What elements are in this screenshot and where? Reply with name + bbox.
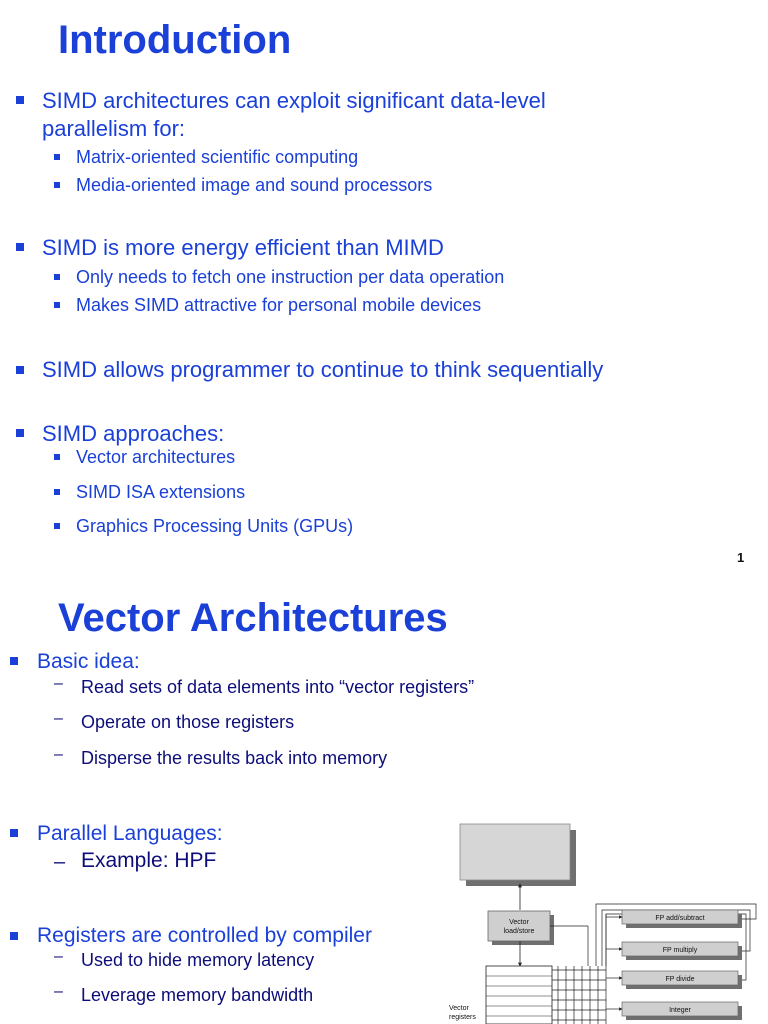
slide1-bullet1-cont: parallelism for: — [42, 116, 186, 141]
slide1-bullet1-sub2: Media-oriented image and sound processors — [76, 175, 433, 195]
bullet-square — [16, 366, 24, 374]
bullet-square — [10, 657, 18, 665]
vr-label-line2: registers — [449, 1014, 476, 1021]
sub-bullet-square — [54, 274, 60, 280]
slide2-bullet1-sub1: Read sets of data elements into “vector registers” — [81, 677, 475, 697]
bullet-square — [16, 429, 24, 437]
slide2-bullet1: Basic idea: — [37, 650, 140, 673]
slide1-bullet2-sub1: Only needs to fetch one instruction per data operation — [76, 267, 505, 287]
sub-bullet-square — [54, 302, 60, 308]
vector-load-store-block — [488, 911, 554, 945]
slide1-bullet2: SIMD is more energy efficient than MIMD — [42, 235, 444, 260]
vector-registers-block — [449, 966, 552, 1024]
slide2-bullet3-sub2: Leverage memory bandwidth — [81, 985, 314, 1005]
fu-fp-add-subtract — [622, 910, 742, 928]
bullet-square — [10, 829, 18, 837]
dash-marker: – — [54, 746, 63, 763]
slide1-bullet2-sub2: Makes SIMD attractive for personal mobile devices — [76, 295, 482, 315]
main-memory-block — [460, 824, 576, 886]
sub-bullet-square — [54, 489, 60, 495]
slide1-bullet4: SIMD approaches: — [42, 421, 225, 446]
slide1-bullet4-sub2: SIMD ISA extensions — [76, 482, 246, 502]
sub-bullet-square — [54, 182, 60, 188]
fu-integer — [622, 1002, 742, 1020]
sub-bullet-square — [54, 454, 60, 460]
svg-text:FP add/subtract: FP add/subtract — [655, 915, 705, 922]
sub-bullet-square — [54, 523, 60, 529]
fu-fp-multiply — [622, 942, 742, 960]
bullet-square — [16, 243, 24, 251]
slide2-bullet2: Parallel Languages: — [37, 822, 223, 845]
slide1-bullet3: SIMD allows programmer to continue to think sequentially — [42, 357, 604, 382]
slide1-bullet4-sub3: Graphics Processing Units (GPUs) — [76, 516, 354, 536]
fu-fp-divide — [622, 971, 742, 989]
dash-marker: – — [54, 675, 63, 692]
slide1-bullet1: SIMD architectures can exploit significant data-level — [42, 88, 546, 113]
slide1-title: Introduction — [58, 18, 292, 62]
dash-marker: – — [54, 948, 63, 965]
vls-label-line2: load/store — [503, 928, 535, 935]
bullet-square — [16, 96, 24, 104]
vls-label-line1: Vector — [509, 919, 529, 926]
dash-marker: – — [54, 851, 66, 873]
svg-text:FP multiply: FP multiply — [662, 947, 698, 954]
slide2-bullet2-sub1: Example: HPF — [81, 849, 217, 872]
bullet-square — [10, 932, 18, 940]
page-number: 1 — [737, 550, 745, 565]
svg-text:FP divide: FP divide — [665, 976, 695, 983]
svg-text:Integer: Integer — [669, 1007, 691, 1014]
vr-label-line1: Vector — [449, 1005, 469, 1012]
slide1-bullet4-sub1: Vector architectures — [76, 447, 236, 467]
dash-marker: – — [54, 710, 63, 727]
sub-bullet-square — [54, 154, 60, 160]
slide1-bullet1-sub1: Matrix-oriented scientific computing — [76, 147, 359, 167]
slide2-bullet1-sub2: Operate on those registers — [81, 712, 295, 732]
vector-architecture-diagram — [446, 820, 768, 1024]
slide2-bullet3-sub1: Used to hide memory latency — [81, 950, 315, 970]
slide2-bullet3: Registers are controlled by compiler — [37, 924, 372, 947]
dash-marker: – — [54, 983, 63, 1000]
slide2-bullet1-sub3: Disperse the results back into memory — [81, 748, 388, 768]
slide2-title: Vector Architectures — [58, 596, 448, 640]
